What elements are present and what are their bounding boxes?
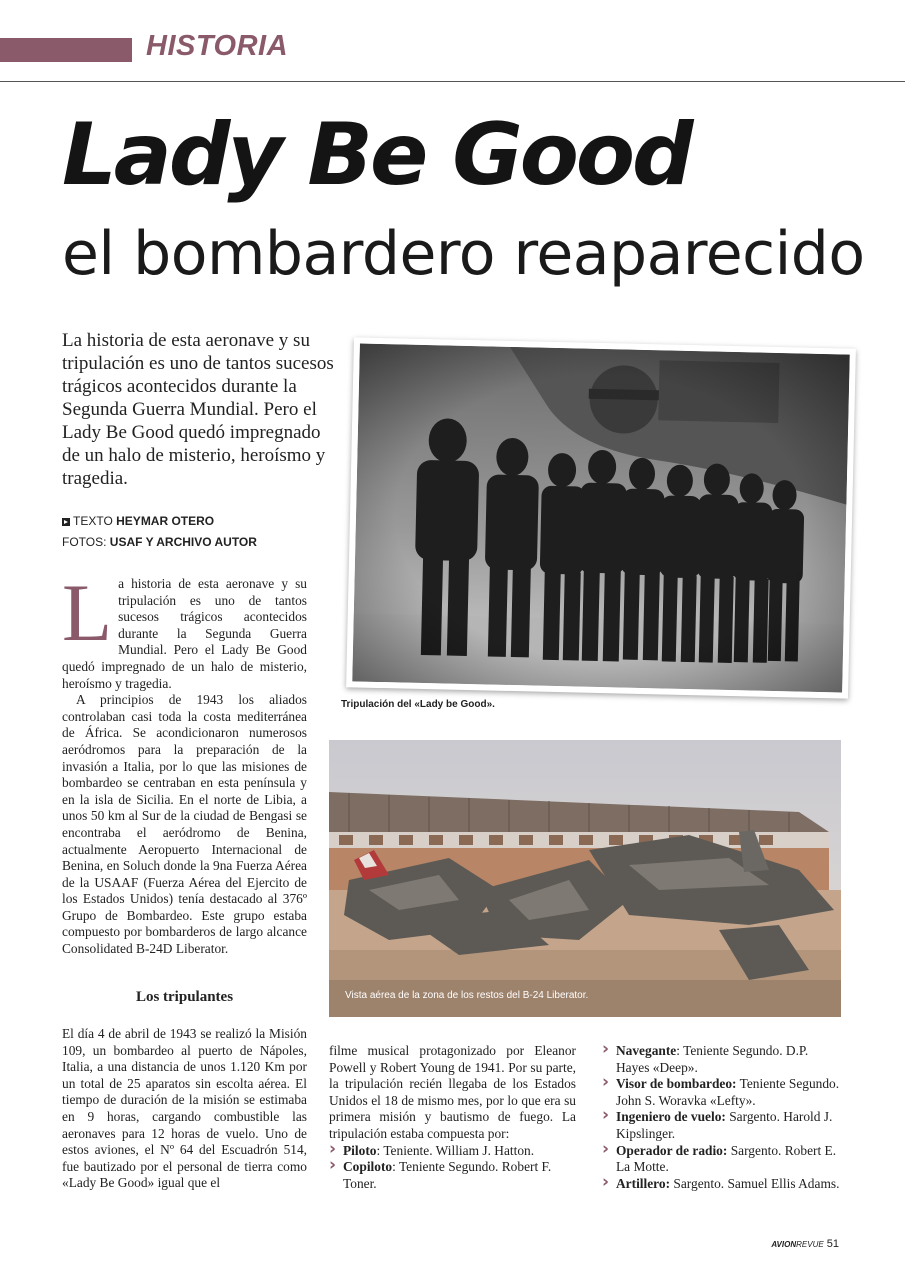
body-column-1-bottom [62,1026,307,1192]
magazine-brand: AVION [771,1240,797,1249]
section-color-bar [0,38,132,62]
crew-list-a [329,1143,576,1193]
wreckage-photo-caption: Vista aérea de la zona de los restos del B-24 Liberator. [345,990,589,1001]
crew-photo [346,337,856,698]
crew-item: › Visor de bombardeo: Teniente Segundo. John S. Woravka «Lefty». [602,1076,840,1109]
crew-photo-caption: Tripulación del «Lady be Good». [341,699,495,710]
page-footer [771,1238,839,1250]
fourth-paragraph: filme musical protagonizado por Eleanor Powell y Robert Young de 1941. Por su parte, la tripulación recién llegaba de los Estados Unidos el 18 de mismo mes, por lo que era su primera misión y bautismo de fuego. La tripulación estaba compuesta por: [329,1043,576,1141]
crew-item: › Navegante: Teniente Segundo. D.P. Hayes «Deep». [602,1043,840,1076]
drop-cap: L [62,567,113,658]
crew-list-b [602,1043,840,1192]
crew-item: › Operador de radio: Sargento. Robert E. La Motte. [602,1143,840,1176]
crew-item: › Artillero: Sargento. Samuel Ellis Adams. [602,1176,840,1193]
first-paragraph: La historia de esta aeronave y su tripulación es uno de tantos sucesos trágicos acontecidos durante la Segunda Guerra Mundial. Pero el Lady Be Good quedó impregnado de un halo de misterio, heroísmo y tragedia. [62,567,307,691]
crew-item: › Piloto: Teniente. William J. Hatton. [329,1143,576,1160]
body-column-3 [602,1043,840,1192]
lead-paragraph: La historia de esta aeronave y su tripulación es uno de tantos sucesos trágicos acontecidos durante la Segunda Guerra Mundial. Pero el Lady Be Good quedó impregnado de un halo de misterio, heroísmo y tragedia. [62,330,334,489]
text-author: HEYMAR OTERO [116,514,215,528]
crew-item: › Ingeniero de vuelo: Sargento. Harold J. Kipslinger. [602,1109,840,1142]
article-subtitle: el bombardero reaparecido [62,219,865,289]
wreckage-photo [329,740,841,1017]
text-credit: TEXTO HEYMAR OTERO [62,511,257,532]
photo-credit: FOTOS: USAF Y ARCHIVO AUTOR [62,535,257,549]
magazine-brand-suffix: REVUE [796,1240,824,1249]
header-rule [0,81,905,82]
crew-item: › Copiloto: Teniente Segundo. Robert F. Toner. [329,1159,576,1192]
wreckage-photo-image [329,740,841,1017]
article-title: Lady Be Good [62,105,691,205]
section-label: HISTORIA [146,30,289,62]
subheading: Los tripulantes [135,989,234,1005]
body-column-1 [62,567,307,958]
body-column-2 [329,1043,576,1192]
credits [62,511,257,553]
play-icon [62,518,70,526]
page-number: 51 [826,1238,839,1250]
second-paragraph: A principios de 1943 los aliados controlaban casi toda la costa mediterránea de África. Se acondicionaron numerosos aeródromos para la preparación de la invasión a Italia, por lo que las misiones de bombardeo se centraban en esta península y en la isla de Sicilia. En el norte de Libia, a unos 50 km al Sur de la ciudad de Bengasi se encontraba el aeródromo de Benina, actualmente Aeropuerto Internacional de Benina, en Soluch donde la 9na Fuerza Aérea de la USAAF (Fuerza Aérea del Ejercito de los Estados Unidos) tenía destacado al 376º Grupo de Bombardeo. Este grupo estaba compuesto por bombarderos de largo alcance Consolidated B-24D Liberator. [62,692,307,957]
photo-author: USAF Y ARCHIVO AUTOR [109,535,257,549]
crew-photo-image [352,343,850,692]
third-paragraph: El día 4 de abril de 1943 se realizó la Misión 109, un bombardeo al puerto de Nápoles, Italia, a una distancia de unos 1.120 Km por un total de 25 aparatos sin escolta aérea. El tiempo de duración de la misión se estimaba en 9 horas, cargando combustible las aeronaves para 12 horas de vuelo. Uno de estos aviones, el Nº 64 del Escuadrón 514, fue bautizado por el personal de tierra como «Lady Be Good» igual que el [62,1026,307,1191]
